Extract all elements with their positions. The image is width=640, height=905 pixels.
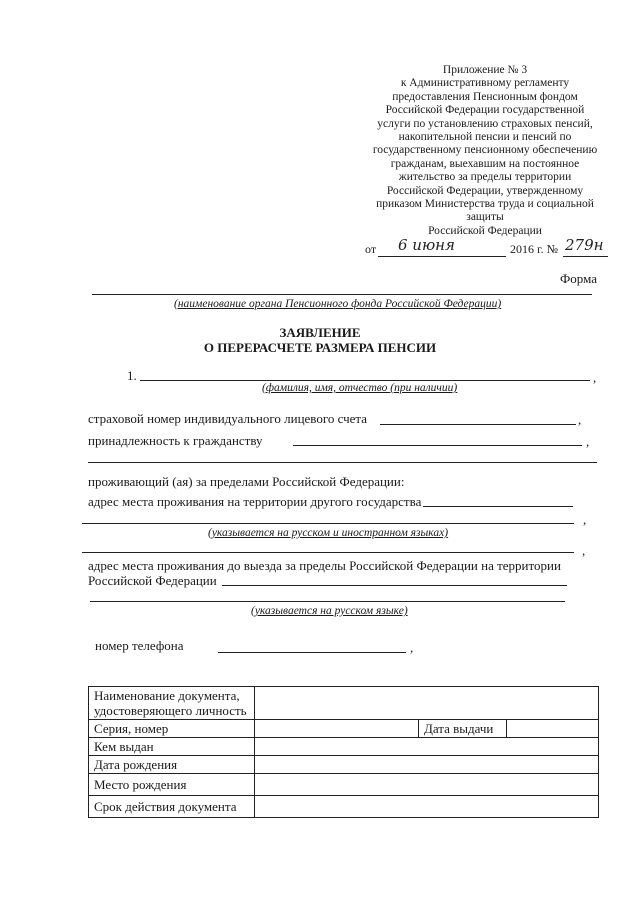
birth-date-value[interactable] — [255, 756, 599, 774]
appendix-header-line: Российской Федерации государственной — [385, 104, 585, 117]
issue-date-value[interactable] — [507, 720, 599, 738]
appendix-header-line: Российской Федерации, утвержденному — [386, 184, 584, 197]
table-row — [89, 796, 599, 818]
order-number-line — [563, 256, 608, 257]
form-label: Форма — [560, 271, 597, 286]
doc-title: ЗАЯВЛЕНИЕ — [279, 325, 361, 340]
doc-name-value[interactable] — [255, 687, 599, 720]
comma: , — [578, 412, 582, 427]
org-name-line[interactable] — [92, 294, 592, 295]
issued-by-value[interactable] — [255, 738, 599, 756]
validity-label: Срок действия документа — [89, 796, 255, 818]
org-name-caption: (наименование органа Пенсионного фонда Российской Федерации) — [174, 298, 502, 310]
appendix-header-line: государственному пенсионному обеспечению — [372, 144, 598, 157]
foreign-address-line-2[interactable] — [82, 523, 574, 524]
rf-address-line-2[interactable] — [90, 601, 565, 602]
snils-line[interactable] — [380, 424, 576, 425]
comma: , — [586, 434, 590, 449]
appendix-header-line: приказом Министерства труда и социальной — [376, 198, 594, 210]
comma: , — [410, 640, 414, 655]
table-row — [89, 720, 599, 738]
snils-label: страховой номер индивидуального лицевого счета — [88, 411, 368, 426]
appendix-header-line: к Административному регламенту — [400, 77, 570, 90]
full-name-line[interactable] — [140, 380, 590, 381]
citizenship-line[interactable] — [293, 445, 582, 446]
appendix-header-line: гражданам, выехавшим на постоянное — [390, 157, 580, 170]
comma: , — [583, 512, 587, 527]
validity-value[interactable] — [255, 796, 599, 818]
citizenship-label: принадлежность к гражданству — [88, 433, 263, 448]
appendix-header-line: Приложение № 3 — [442, 64, 528, 76]
order-year-label: 2016 г. № — [510, 242, 559, 256]
rf-address-label-2: Российской Федерации — [88, 573, 217, 588]
birth-date-label: Дата рождения — [89, 756, 255, 774]
order-from-label: от — [365, 242, 377, 256]
residing-label: проживающий (ая) за пределами Российской Федерации: — [88, 474, 405, 489]
rf-address-line-1[interactable] — [222, 585, 567, 586]
phone-label: номер телефона — [95, 638, 184, 653]
rf-address-caption: (указывается на русском языке) — [251, 605, 408, 617]
table-row — [89, 687, 599, 720]
comma: , — [582, 543, 586, 558]
id-document-table — [88, 686, 599, 818]
table-row — [89, 756, 599, 774]
doc-name-label: Наименование документа, удостоверяющего личность — [89, 687, 255, 720]
separator-line — [88, 462, 597, 463]
doc-subtitle: О ПЕРЕРАСЧЕТЕ РАЗМЕРА ПЕНСИИ — [203, 340, 437, 355]
order-date-handwritten: 6 июня — [398, 236, 455, 254]
appendix-header-line: жительство за пределы территории — [398, 171, 572, 184]
foreign-address-line-1[interactable] — [423, 506, 573, 507]
appendix-header-line: услуги по установлению страховых пенсий, — [377, 117, 593, 130]
issue-date-label: Дата выдачи — [419, 720, 507, 738]
birth-place-label: Место рождения — [89, 774, 255, 796]
foreign-address-label: адрес места проживания на территории другого государства — [88, 494, 422, 509]
series-label: Серия, номер — [89, 720, 255, 738]
foreign-address-line-3[interactable] — [82, 552, 574, 553]
appendix-header-line: Российской Федерации — [428, 224, 542, 237]
table-row — [89, 774, 599, 796]
full-name-caption: (фамилия, имя, отчество (при наличии) — [262, 382, 458, 394]
comma: , — [593, 370, 597, 385]
phone-line[interactable] — [218, 652, 406, 653]
rf-address-label-1: адрес места проживания до выезда за пределы Российской Федерации на территории — [88, 558, 561, 573]
appendix-header-line: накопительной пенсии и пенсий по — [398, 131, 572, 143]
series-value[interactable] — [255, 720, 419, 738]
order-number-handwritten: 279н — [565, 236, 604, 254]
appendix-header-line: предоставления Пенсионным фондом — [392, 90, 578, 103]
foreign-address-caption: (указывается на русском и иностранном языках) — [208, 527, 449, 539]
table-row — [89, 738, 599, 756]
order-date-line — [378, 256, 506, 257]
item-number: 1. — [127, 368, 137, 383]
issued-by-label: Кем выдан — [89, 738, 255, 756]
appendix-header-line: защиты — [466, 211, 504, 224]
birth-place-value[interactable] — [255, 774, 599, 796]
